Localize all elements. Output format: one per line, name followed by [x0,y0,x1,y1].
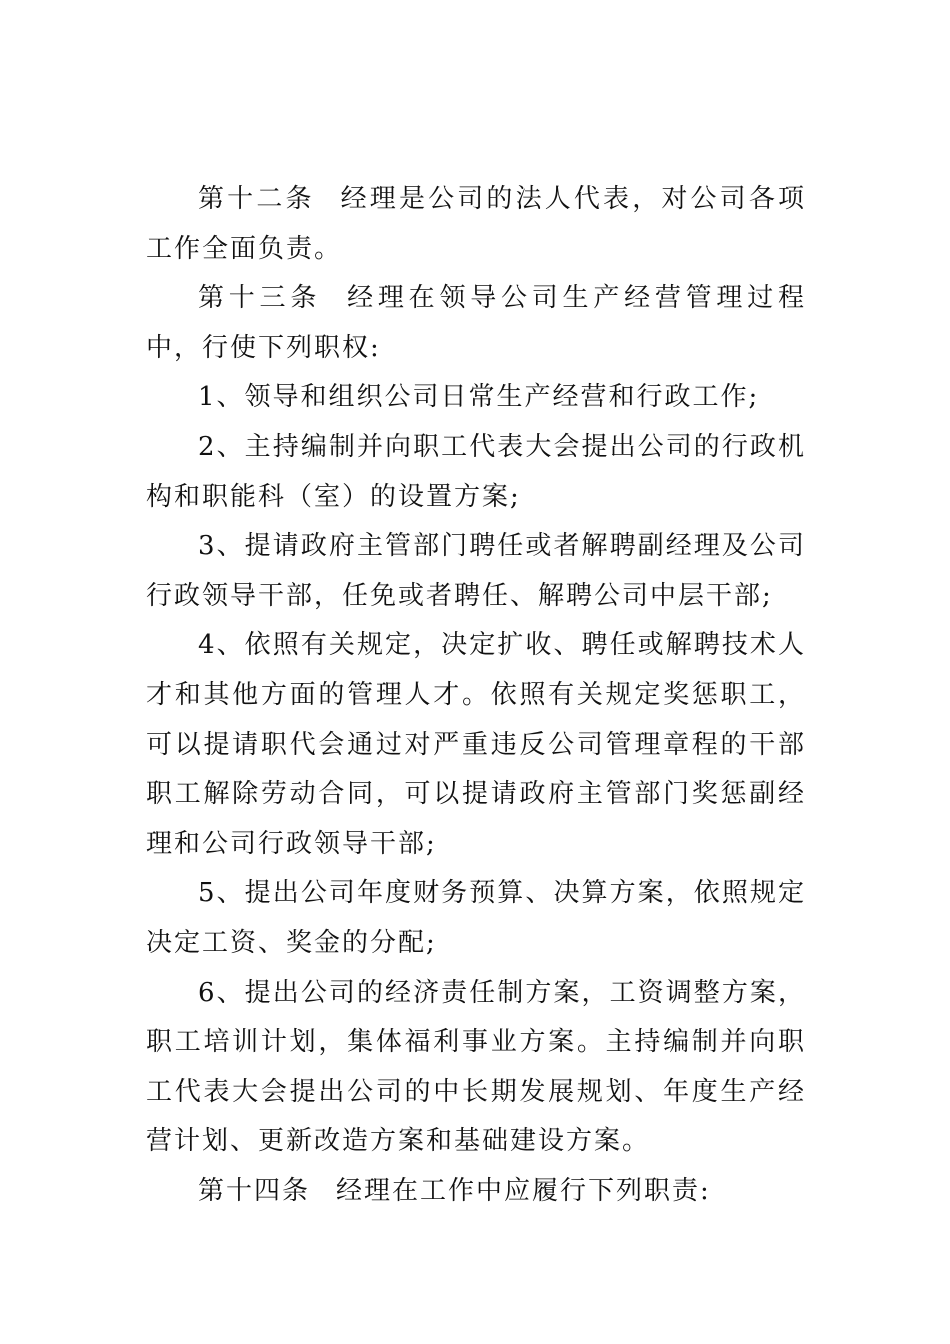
paragraph-text: 4、依照有关规定，决定扩收、聘任或解聘技术人才和其他方面的管理人才。依照有关规定奖惩职工，可以提请职代会通过对严重违反公司管理章程的干部职工解除劳动合同，可以提请政府主管部门奖惩副经理和公司行政领导干部; [146,630,806,859]
article-number: 第十三条 [198,283,322,314]
paragraph-text: 6、提出公司的经济责任制方案，工资调整方案，职工培训计划，集体福利事业方案。主持编制并向职工代表大会提出公司的中长期发展规划、年度生产经营计划、更新改造方案和基础建设方案。 [146,977,806,1157]
paragraph-text: 经理在领导公司生产经营管理过程中，行使下列职权: [146,283,806,363]
paragraph-text: 5、提出公司年度财务预算、决算方案，依照规定决定工资、奖金的分配; [146,878,806,958]
list-item-3 [146,522,806,621]
paragraph-text: 3、提请政府主管部门聘任或者解聘副经理及公司行政领导干部，任免或者聘任、解聘公司中层干部; [146,531,806,611]
list-item-6 [146,969,806,1167]
document-body [146,175,806,1216]
list-item-5 [146,869,806,968]
article-number: 第十二条 [198,184,315,214]
paragraph-text: 经理在工作中应履行下列职责: [336,1175,711,1206]
list-item-4 [146,621,806,869]
paragraph-text: 2、主持编制并向职工代表大会提出公司的行政机构和职能科（室）的设置方案; [146,431,806,512]
article-number: 第十四条 [198,1175,311,1206]
list-item-2 [146,423,806,522]
paragraph-text: 1、领导和组织公司日常生产经营和行政工作; [198,382,760,413]
article-14-paragraph [146,1167,806,1217]
article-13-paragraph [146,274,806,373]
list-item-1 [146,373,806,423]
article-12-paragraph [146,175,806,274]
paragraph-text: 经理是公司的法人代表，对公司各项工作全面负责。 [146,184,806,264]
